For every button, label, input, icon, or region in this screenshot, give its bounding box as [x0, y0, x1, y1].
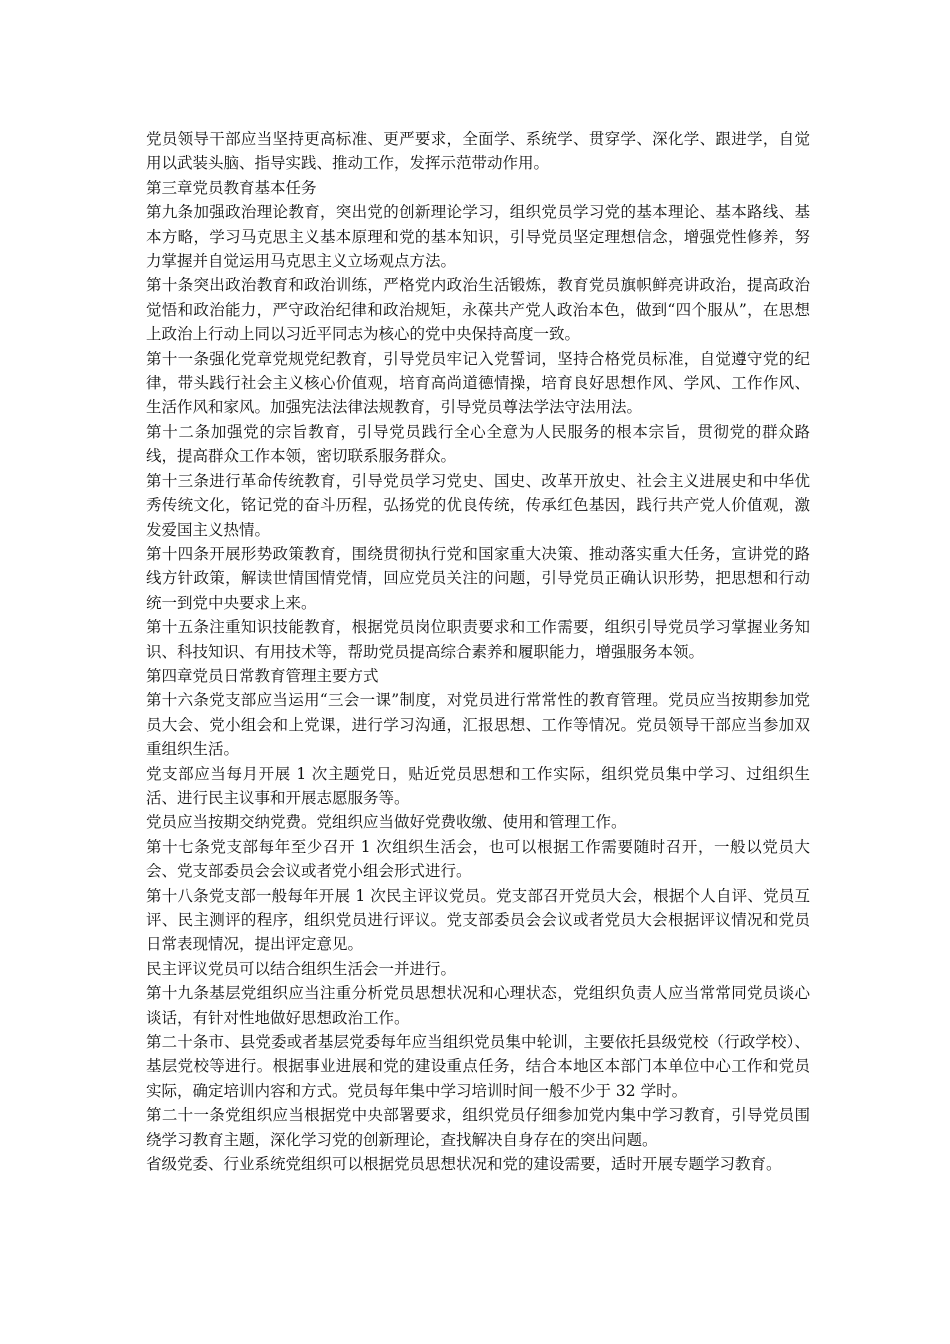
article-20: 第二十条市、县党委或者基层党委每年应当组织党员集中轮训，主要依托县级党校（行政学校）、基层党校等进行。根据事业进展和党的建设重点任务，结合本地区本部门本单位中心工作和党员实际，确定培训内容和方式。党员每年集中学习培训时间一般不少于 32 学时。 [146, 1033, 810, 1100]
article-12: 第十二条加强党的宗旨教育，引导党员践行全心全意为人民服务的根本宗旨，贯彻党的群众路线，提高群众工作本领，密切联系服务群众。 [146, 422, 810, 466]
article-10: 第十条突出政治教育和政治训练，严格党内政治生活锻炼，教育党员旗帜鲜亮讲政治，提高政治觉悟和政治能力，严守政治纪律和政治规矩，永葆共产党人政治本色，做到“四个服从”，在思想上政治上行动上同以习近平同志为核心的党中央保持高度一致。 [146, 276, 810, 344]
chapter-3-heading: 第三章党员教育基本任务 [146, 178, 317, 197]
article-18: 第十八条党支部一般每年开展 1 次民主评议党员。党支部召开党员大会，根据个人自评、党员互评、民主测评的程序，组织党员进行评议。党支部委员会会议或者党员大会根据评议情况和党员日常表现情况，提出评定意见。 [146, 886, 810, 954]
article-19: 第十九条基层党组织应当注重分析党员思想状况和心理状态，党组织负责人应当常常同党员谈心谈话，有针对性地做好思想政治工作。 [146, 984, 810, 1027]
article-15: 第十五条注重知识技能教育，根据党员岗位职责要求和工作需要，组织引导党员学习掌握业务知识、科技知识、有用技术等，帮助党员提高综合素养和履职能力，增强服务本领。 [146, 618, 810, 661]
paragraph-democratic-review: 民主评议党员可以结合组织生活会一并进行。 [146, 959, 457, 978]
article-11: 第十一条强化党章党规党纪教育，引导党员牢记入党誓词，坚持合格党员标准，自觉遵守党的纪律，带头践行社会主义核心价值观，培育高尚道德情操，培育良好思想作风、学风、工作作风、生活作风和家风。加强宪法法律法规教育，引导党员尊法学法守法用法。 [146, 349, 810, 417]
paragraph-theme-day: 党支部应当每月开展 1 次主题党日，贴近党员思想和工作实际，组织党员集中学习、过组织生活、进行民主议事和开展志愿服务等。 [146, 764, 810, 807]
article-21: 第二十一条党组织应当根据党中央部署要求，组织党员仔细参加党内集中学习教育，引导党员围绕学习教育主题，深化学习党的创新理论，查找解决自身存在的突出问题。 [146, 1106, 810, 1149]
article-17: 第十七条党支部每年至少召开 1 次组织生活会，也可以根据工作需要随时召开，一般以党员大会、党支部委员会会议或者党小组会形式进行。 [146, 837, 810, 881]
paragraph-leader-study: 党员领导干部应当坚持更高标准、更严要求，全面学、系统学、贯穿学、深化学、跟进学，自觉用以武装头脑、指导实践、推动工作，发挥示范带动作用。 [146, 130, 810, 173]
article-9: 第九条加强政治理论教育，突出党的创新理论学习，组织党员学习党的基本理论、基本路线、基本方略，学习马克思主义基本原理和党的基本知识，引导党员坚定理想信念，增强党性修养，努力掌握并自觉运用马克思主义立场观点方法。 [146, 203, 810, 271]
article-13: 第十三条进行革命传统教育，引导党员学习党史、国史、改革开放史、社会主义进展史和中华优秀传统文化，铭记党的奋斗历程，弘扬党的优良传统，传承红色基因，践行共产党人价值观，激发爱国主义热情。 [146, 471, 810, 539]
document-body [146, 127, 810, 1176]
chapter-4-heading: 第四章党员日常教育管理主要方式 [146, 666, 379, 685]
article-16: 第十六条党支部应当运用“三会一课”制度，对党员进行常常性的教育管理。党员应当按期参加党员大会、党小组会和上党课，进行学习沟通，汇报思想、工作等情况。党员领导干部应当参加双重组织生活。 [146, 691, 810, 759]
paragraph-party-dues: 党员应当按期交纳党费。党组织应当做好党费收缴、使用和管理工作。 [146, 813, 627, 832]
paragraph-special-education: 省级党委、行业系统党组织可以根据党员思想状况和党的建设需要，适时开展专题学习教育。 [146, 1155, 782, 1174]
article-14: 第十四条开展形势政策教育，围绕贯彻执行党和国家重大决策、推动落实重大任务，宣讲党的路线方针政策，解读世情国情党情，回应党员关注的问题，引导党员正确认识形势，把思想和行动统一到党中央要求上来。 [146, 544, 810, 612]
